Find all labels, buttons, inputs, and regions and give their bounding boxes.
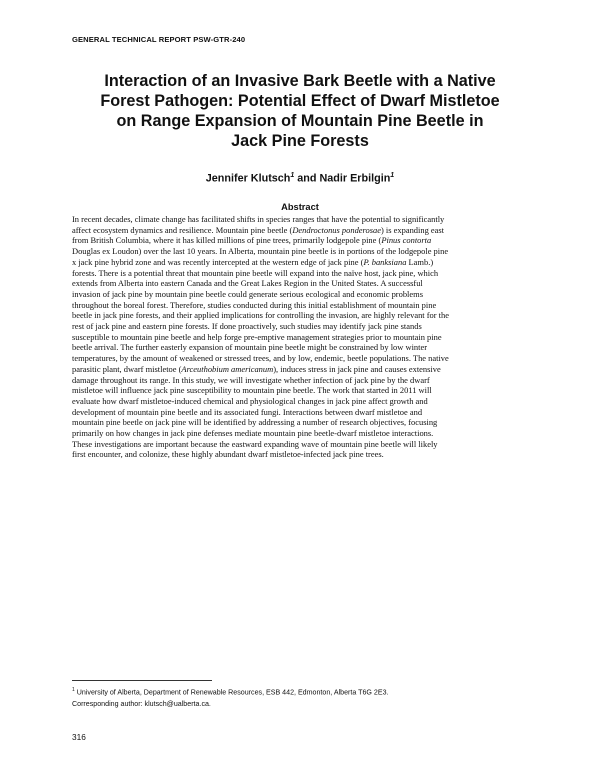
abstract-line: rest of jack pine and eastern pine forests. If done proactively, such studies may identify jack pine stands [72,321,422,332]
abstract-line: mountain pine beetle on jack pine will be identified by addressing a number of research objectives, focusing [72,417,438,428]
abstract-line: These investigations are important because the eastward expanding wave of mountain pine beetle will likely [72,438,438,449]
abstract-line: evaluate how dwarf mistletoe-induced chemical and physiological changes in jack pine affect growth and [72,395,428,406]
abstract-line: Douglas ex Loudon) over the last 10 years. In Alberta, mountain pine beetle is in portions of the lodgepole pine [72,246,449,257]
abstract-line: throughout the boreal forest. Therefore, studies conducted during this initial establishment of mountain pine [72,299,437,310]
abstract-line: susceptible to mountain pine beetle and help forge pre-emptive management strategies prior to mountain pine [72,331,442,342]
page-number: 316 [72,732,86,742]
abstract-line: from British Columbia, where it has killed millions of pine trees, primarily lodgepole pine (Pinus contorta [72,235,432,246]
abstract-body [72,214,528,460]
abstract-line: invasion of jack pine by mountain pine beetle could generate serious ecological and economic problems [72,288,423,299]
species-name: P. banksiana [363,256,407,267]
report-header: GENERAL TECHNICAL REPORT PSW-GTR-240 [72,35,246,44]
paper-title [40,71,560,151]
abstract-line: mistletoe will influence jack pine susceptibility to mountain pine beetle. The work that started in 2011 will [72,385,432,396]
author-list [0,172,600,185]
abstract-line: x jack pine hybrid zone and was recently intercepted at the western edge of jack pine (P. banksiana Lamb.) [72,256,434,267]
abstract-line: extends from Alberta into eastern Canada and the Great Lakes Region in the United States. A successful [72,278,423,289]
species-name: Pinus contorta [381,235,432,246]
abstract-line: damage throughout its range. In this study, we will investigate whether infection of jack pine by the dwarf [72,374,430,385]
abstract-line: In recent decades, climate change has facilitated shifts in species ranges that have the potential to significantly [72,214,445,224]
abstract-line: beetle arrival. The further easterly expansion of mountain pine beetle might be constrained by low winter [72,342,428,353]
abstract-line: development of mountain pine beetle and its associated fungi. Interactions between dwarf mistletoe and [72,406,423,417]
title-line: Interaction of an Invasive Bark Beetle with a Native [104,72,496,90]
footnote-affiliation: $^1$ University of Alberta, Department of Renewable Resources, ESB 442, Edmonton, Alberta T6G 2E3. [72,687,389,697]
corresponding-author: Corresponding author: klutsch@ualberta.ca. [72,699,211,708]
abstract-line: temperatures, by the amount of weakened or stressed trees, and by low, endemic, beetle populations. The native [72,353,449,364]
abstract-line: primarily on how changes in jack pine defenses mediate mountain pine beetle-dwarf mistletoe interactions. [72,428,434,439]
footnote-mark: 1 [72,687,75,693]
abstract-line: first encounter, and colonize, these highly abundant dwarf mistletoe-infected jack pine trees. [72,449,384,460]
abstract-heading: Abstract [281,202,319,212]
footnote-divider [72,680,212,681]
author-name: Nadir Erbilgin [319,172,391,185]
title-line: Jack Pine Forests [231,132,369,150]
species-name: Dendroctonus ponderosae [292,224,381,235]
title-line: Forest Pathogen: Potential Effect of Dwarf Mistletoe [100,92,500,110]
affiliation-mark: 1 [290,172,295,179]
abstract-line: beetle in jack pine forests, and their applied implications for controlling the invasion, are highly relevant for the [72,310,449,321]
species-name: Arceuthobium americanum [181,363,274,374]
abstract-line: affect ecosystem dynamics and resilience. Mountain pine beetle (Dendroctonus ponderosae) is expanding east [72,224,445,235]
abstract-line: forests. There is a potential threat that mountain pine beetle will expand into the naïve host, jack pine, which [72,267,439,278]
abstract-line: parasitic plant, dwarf mistletoe (Arceuthobium americanum), induces stress in jack pine and causes extensive [72,363,441,374]
author-name: Jennifer Klutsch [205,172,291,185]
footnote [72,685,528,710]
title-line: on Range Expansion of Mountain Pine Beetle in [116,112,484,130]
affiliation-mark: 1 [390,172,395,179]
author-connector: and [294,172,320,185]
